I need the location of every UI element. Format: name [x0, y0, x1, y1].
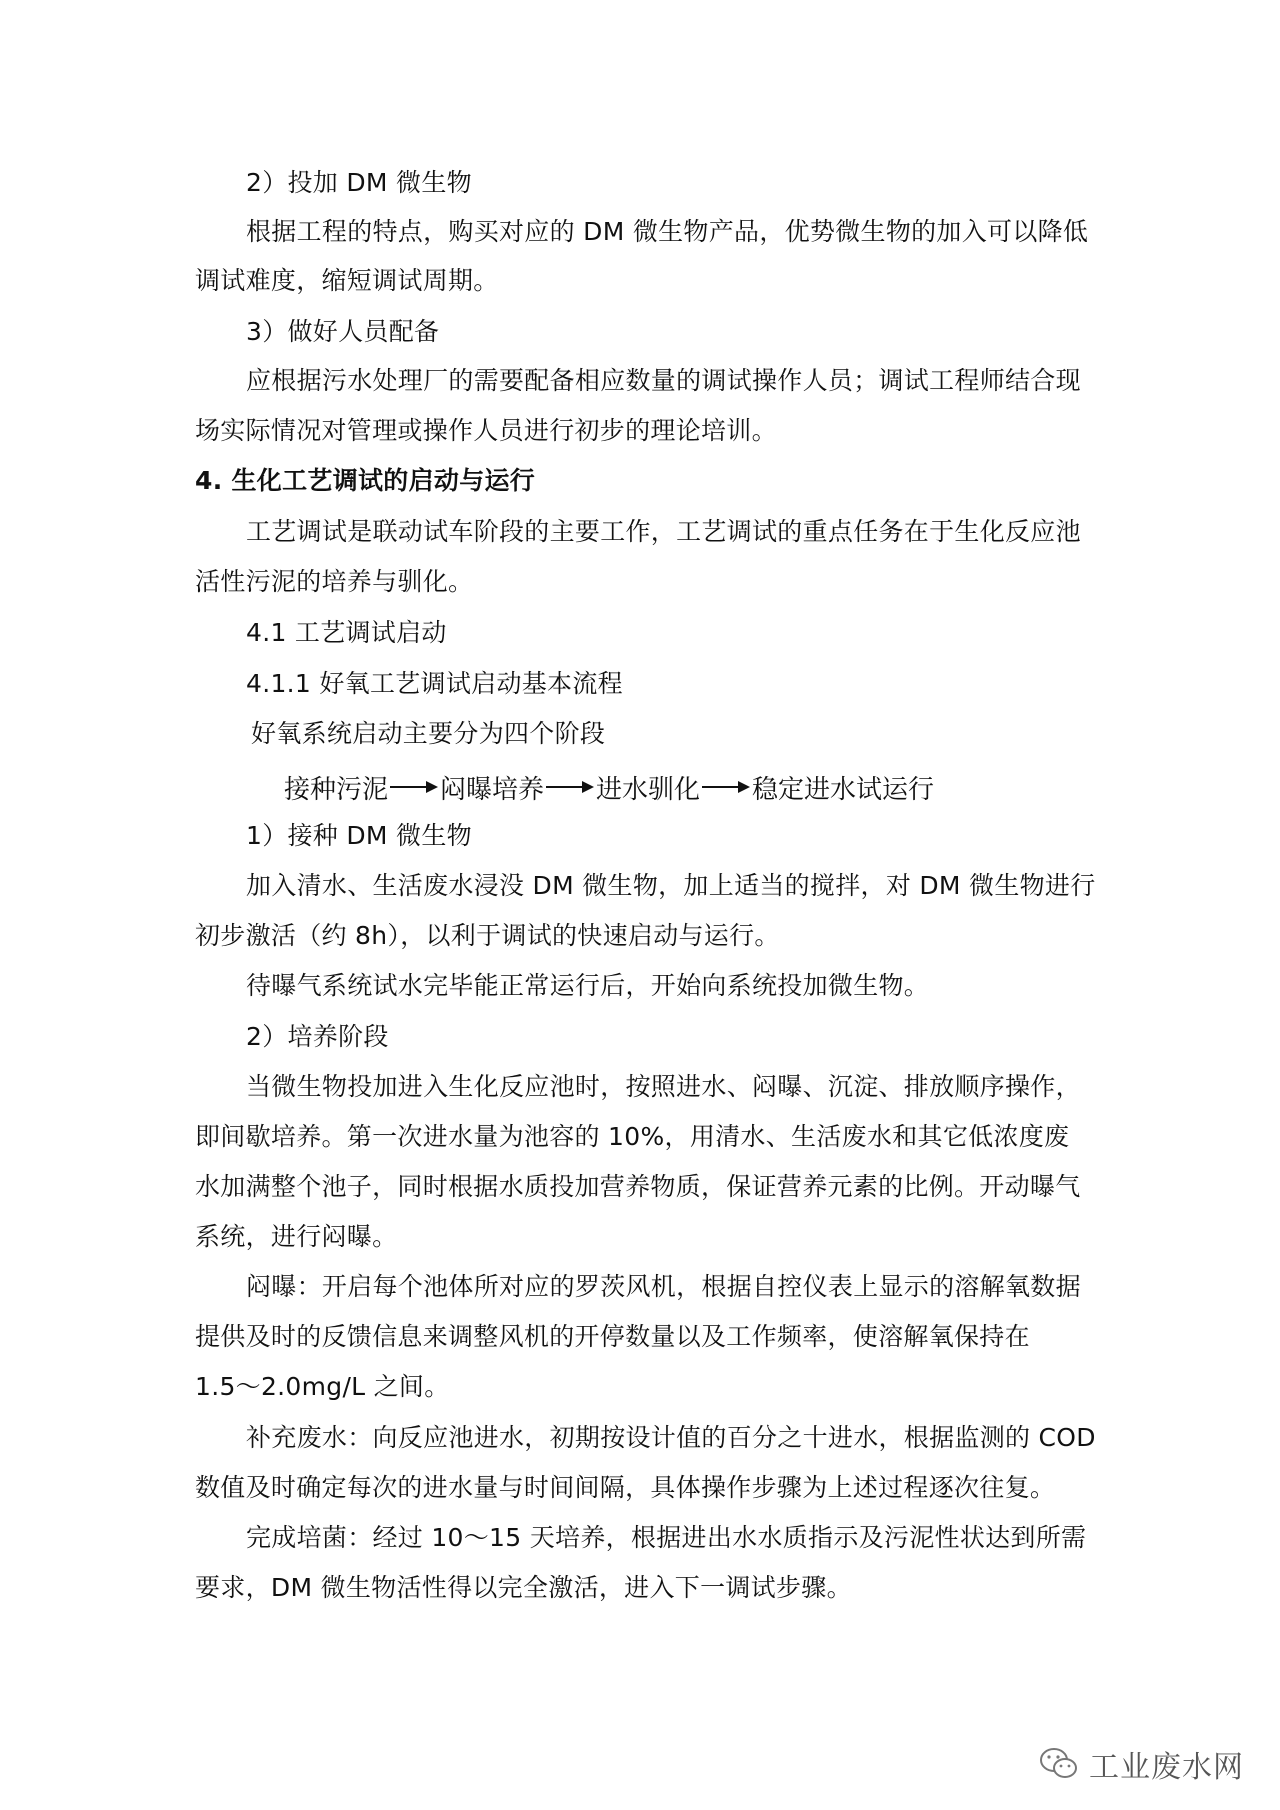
arrow-right-icon [546, 780, 594, 794]
watermark-text: 工业废水网 [1089, 1750, 1244, 1785]
subheading-add-dm: 2）投加 DM 微生物 [246, 168, 472, 197]
paragraph-line: 待曝气系统试水完毕能正常运行后，开始向系统投加微生物。 [246, 971, 930, 1000]
subheading-staffing: 3）做好人员配备 [246, 317, 440, 346]
paragraph-line: 补充废水：向反应池进水，初期按设计值的百分之十进水，根据监测的 COD [246, 1423, 1096, 1452]
flow-step: 进水驯化 [596, 774, 701, 805]
section-heading-4: 4. 生化工艺调试的启动与运行 [195, 466, 536, 495]
paragraph-line: 初步激活（约 8h），以利于调试的快速启动与运行。 [195, 921, 780, 950]
paragraph-line: 应根据污水处理厂的需要配备相应数量的调试操作人员；调试工程师结合现 [246, 366, 1081, 395]
paragraph-line: 系统，进行闷曝。 [195, 1222, 398, 1251]
subsection-heading-4-1: 4.1 工艺调试启动 [246, 618, 447, 647]
paragraph-line: 要求，DM 微生物活性得以完全激活，进入下一调试步骤。 [195, 1573, 852, 1602]
subheading-inoculate: 1）接种 DM 微生物 [246, 821, 472, 850]
subheading-cultivation: 2）培养阶段 [246, 1022, 389, 1051]
paragraph-line: 好氧系统启动主要分为四个阶段 [251, 719, 606, 748]
paragraph-line: 调试难度，缩短调试周期。 [195, 266, 499, 295]
paragraph-line: 提供及时的反馈信息来调整风机的开停数量以及工作频率，使溶解氧保持在 [195, 1322, 1030, 1351]
paragraph-line: 工艺调试是联动试车阶段的主要工作，工艺调试的重点任务在于生化反应池 [246, 517, 1081, 546]
flow-step: 接种污泥 [284, 774, 389, 805]
paragraph-line: 数值及时确定每次的进水量与时间间隔，具体操作步骤为上述过程逐次往复。 [195, 1473, 1056, 1502]
flow-step: 稳定进水试运行 [752, 774, 935, 805]
paragraph-line: 当微生物投加进入生化反应池时，按照进水、闷曝、沉淀、排放顺序操作， [246, 1072, 1081, 1101]
watermark [1039, 1742, 1244, 1786]
paragraph-line: 完成培菌：经过 10～15 天培养，根据进出水水质指示及污泥性状达到所需 [246, 1523, 1087, 1552]
paragraph-line: 即间歇培养。第一次进水量为池容的 10%，用清水、生活废水和其它低浓度废 [195, 1122, 1070, 1151]
paragraph-line: 场实际情况对管理或操作人员进行初步的理论培训。 [195, 416, 777, 445]
paragraph-line: 根据工程的特点，购买对应的 DM 微生物产品，优势微生物的加入可以降低 [246, 217, 1089, 246]
subsection-heading-4-1-1: 4.1.1 好氧工艺调试启动基本流程 [246, 669, 623, 698]
wechat-icon [1039, 1747, 1079, 1781]
arrow-right-icon [390, 780, 438, 794]
paragraph-line: 水加满整个池子，同时根据水质投加营养物质，保证营养元素的比例。开动曝气 [195, 1172, 1081, 1201]
arrow-right-icon [702, 780, 750, 794]
flow-step: 闷曝培养 [440, 774, 545, 805]
paragraph-line: 活性污泥的培养与驯化。 [195, 567, 474, 596]
paragraph-line: 1.5～2.0mg/L 之间。 [195, 1372, 450, 1401]
paragraph-line: 加入清水、生活废水浸没 DM 微生物，加上适当的搅拌，对 DM 微生物进行 [246, 871, 1096, 900]
process-flow [284, 767, 934, 807]
paragraph-line: 闷曝：开启每个池体所对应的罗茨风机，根据自控仪表上显示的溶解氧数据 [246, 1272, 1081, 1301]
